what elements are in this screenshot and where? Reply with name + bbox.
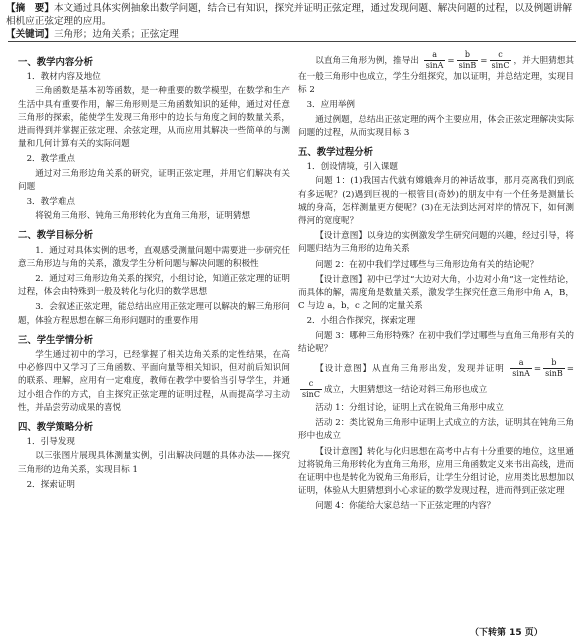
right-column	[298, 50, 574, 516]
fraction-a-sina	[424, 50, 446, 71]
fraction-c-sinc	[490, 50, 512, 71]
right-blocks	[298, 99, 574, 356]
fraction-numerator: b	[543, 358, 565, 369]
fraction-c-sinc	[300, 379, 322, 400]
abstract-block	[6, 2, 576, 41]
subsection-heading: 3．教学难点	[26, 197, 76, 208]
fraction-b-sinb	[457, 50, 479, 71]
body-paragraph: 【设计意图】初中已学过“大边对大角，小边对小角”这一定性结论，而具体的解，需度角是数量关系，激发学生探究任意三角形中角 A，B，C 与边 a，b，c 之间的定量关系	[298, 274, 574, 312]
body-paragraph: 问题 3：哪种三角形特殊？在初中我们学过哪些与直角三角形有关的结论呢？	[298, 330, 574, 354]
body-paragraph: 活动 1：分组讨论，证明上式在锐角三角形中成立	[315, 403, 504, 414]
body-paragraph: 通过对三角形边角关系的研究，证明正弦定理，并用它们解决有关问题	[18, 168, 290, 192]
fraction-numerator: c	[300, 379, 322, 390]
subsection-heading: 1．引导发现	[26, 437, 76, 448]
abstract-label: 【摘 要】	[6, 3, 54, 14]
design-paragraph: 【设计意图】从直角三角形出发，发现并证明 $\frac{a}{\sin A}$ = $\frac{b}{\sin B}$ = $\frac{c}{\sin C}$ 成立，大胆猜想这一结论对斜三角形也成立	[302, 358, 574, 400]
body-paragraph: 问题 1：(1)我国古代就有嫦娥奔月的神话故事，那月亮离我们到底有多远呢？(2)遇到巨视的一根管目(奇妙)的朋友中有一个任务是测量长城的身高，怎样测量更方便呢？(3)在无法到达河对岸的情况下，如何测得河的宽度呢？	[298, 176, 574, 227]
fraction-numerator: c	[490, 50, 512, 61]
fraction-denominator: sinC	[302, 390, 320, 400]
fraction-numerator: a	[510, 358, 532, 369]
body-paragraph: 问题 4：你能给大家总结一下正弦定理的内容？	[315, 501, 496, 512]
subsection-heading: 2．小组合作探究，探索定理	[306, 316, 416, 327]
section-heading: 三、学生学情分析	[18, 334, 94, 346]
body-paragraph: 【设计意图】以身边的实例激发学生研究问题的兴趣，经过引导，将问题归结为三角形的边角关系	[298, 231, 574, 255]
fraction-denominator: sinA	[512, 369, 530, 379]
abstract-paragraph	[6, 2, 576, 28]
section-heading: 五、教学过程分析	[298, 147, 374, 159]
fraction-b-sinb	[543, 358, 565, 379]
body-paragraph: 学生通过初中的学习，已经掌握了相关边角关系的定性结果，在高中必修四中又学习了三角函数、平面向量等相关知识，但对前后知识间的联系、理解，应用有一定难度，教师在教学中要恰当引导学生，并通过小组合作的方式，自主探究正弦定理的证明过程，从而提高学习主动性，并品尝劳动成果的喜悦	[18, 350, 290, 413]
body-paragraph: 将锐角三角形、钝角三角形转化为直角三角形，证明猜想	[35, 211, 251, 222]
fraction-denominator: sinC	[491, 61, 510, 70]
subsection-heading: 1．创设情境，引入课题	[306, 162, 398, 173]
fraction-numerator: b	[457, 50, 479, 61]
keywords-paragraph	[6, 28, 576, 41]
paragraph-text: ，并大胆猜想其在一般三角形中也成立，学生分组探究，加以证明，并总结定理，实现目标 2	[298, 56, 574, 96]
subsection-heading: 1．教材内容及地位	[26, 72, 101, 83]
right-blocks-2	[298, 402, 574, 514]
body-paragraph: 通过例题，总结出正弦定理的两个主要应用，体会正弦定理解决实际问题的过程，从而实现目标 3	[298, 114, 574, 138]
fraction-numerator: a	[424, 50, 446, 61]
continued-paragraph: 以直角三角形为例，推导出 $\frac{a}{\sin A}$ = $\frac{b}{\sin B}$ = $\frac{c}{\sin C}$ ，并大胆猜想其在一般三角形中也成立，学生分组探究，加以证明，并总结定理，实现目标 2	[298, 50, 574, 96]
subsection-heading: 2．教学重点	[26, 154, 76, 165]
fraction-denominator: sinB	[458, 61, 477, 70]
left-column	[18, 50, 290, 493]
paragraph-text: 以直角三角形为例，推导出	[315, 56, 419, 66]
body-paragraph: 1．通过对具体实例的思考，直观感受测量问题中需要进一步研究任意三角形边与角的关系，激发学生分析问题与解决问题的积极性	[18, 245, 290, 269]
fraction-a-sina	[510, 358, 532, 379]
continued-note: （下转第 15 页）	[470, 628, 543, 638]
body-paragraph: 3．会叙述正弦定理，能总结出应用正弦定理可以解决的解三角形问题，体验方程思想在解三角形问题时的重要作用	[18, 302, 290, 326]
section-heading: 二、教学目标分析	[18, 230, 94, 242]
body-paragraph: 以三张图片展现具体测量实例，引出解决问题的具体办法——探究三角形的边角关系，实现目标 1	[18, 451, 290, 475]
subsection-heading: 2．探索证明	[26, 479, 76, 490]
abstract-text: 本文通过具体实例抽象出数学问题，结合已有知识，探究并证明正弦定理，通过发现问题、解决问题的过程，以及例题讲解相机应正弦定理的应用。	[6, 3, 573, 27]
subsection-heading: 3．应用举例	[306, 100, 356, 111]
body-paragraph: 活动 2：类比锐角三角形中证明上式成立的方法，证明其在钝角三角形中也成立	[298, 418, 574, 442]
section-heading: 一、教学内容分析	[18, 57, 94, 68]
fraction-denominator: sinB	[545, 369, 563, 379]
body-paragraph: 【设计意图】转化与化归思想在高考中占有十分重要的地位，这里通过将锐角三角形转化为直角三角形，应用三角函数定义来书出高线，进而在证明中也是转化为锐角三角形后，让学生分组讨论，应用类比思想加以证明，体验从大胆猜想到小心求证的数学发现过程，进而得到正弦定理	[298, 446, 574, 497]
header-rule	[8, 41, 576, 42]
keywords-text: 三角形；边角关系；正弦定理	[53, 29, 179, 40]
body-paragraph: 2．通过对三角形边角关系的探究，小组讨论，知道正弦定理的证明过程，体会由特殊到一般及转化与化归的数学思想	[18, 274, 290, 298]
body-paragraph: 问题 2：在初中我们学过哪些与三角形边角有关的结论呢？	[315, 259, 539, 270]
fraction-denominator: sinA	[425, 61, 444, 70]
paragraph-text: 【设计意图】从直角三角形出发，发现并证明	[315, 364, 505, 375]
keywords-label: 【关键词】	[6, 29, 54, 40]
section-heading: 四、教学策略分析	[18, 422, 94, 434]
paragraph-text: 成立，大胆猜想这一结论对斜三角形也成立	[323, 385, 488, 396]
body-paragraph: 三角函数是基本初等函数，是一种重要的数学模型，在数学和生产生活中具有重要作用，解三角形则是三角函数知识的延伸，通过对任意三角形的探索，能使学生发现三角形中的边长与角度之间的数量关系，进而得到并掌握正弦定理、余弦定理，从而应用其解决一些简单的与测量和几何计算有关的实际问题	[18, 86, 290, 150]
